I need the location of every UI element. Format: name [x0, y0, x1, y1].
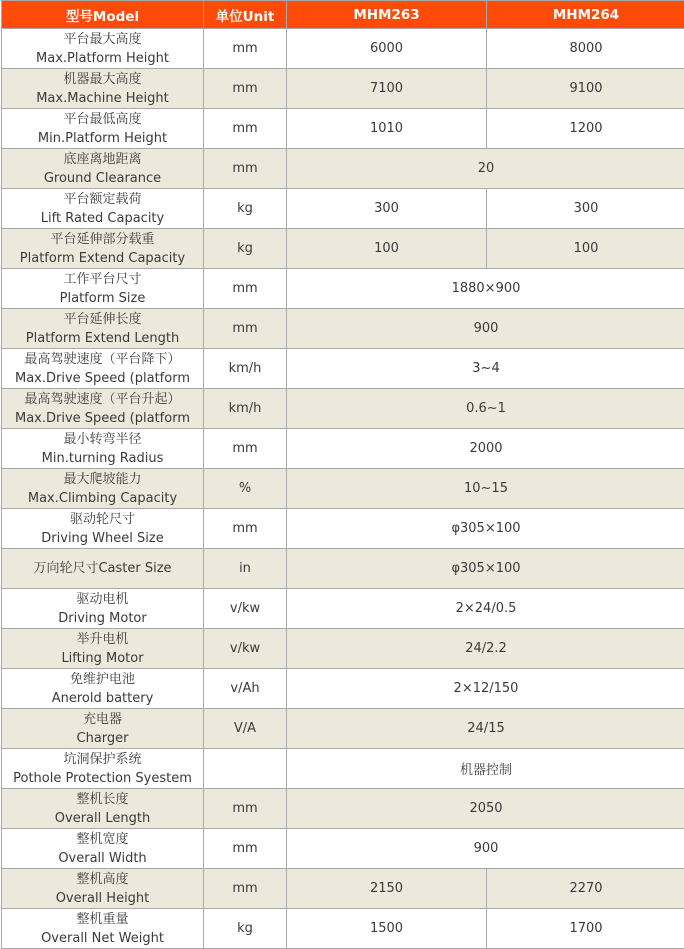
param-name-zh: 整机宽度	[76, 831, 129, 847]
table-row	[2, 149, 684, 189]
param-name-zh: 整机重量	[76, 911, 129, 927]
mhm264-value-cell: 1700	[487, 909, 684, 949]
header-mhm263: MHM263	[287, 1, 487, 29]
unit-cell: kg	[204, 189, 287, 229]
param-name-en: Overall Width	[58, 850, 147, 866]
unit-cell: v/kw	[204, 629, 287, 669]
shared-value-cell: 3~4	[287, 349, 684, 389]
param-name-en: Charger	[76, 730, 129, 746]
param-name-zh: 最高驾驶速度（平台升起）	[24, 391, 181, 407]
table-row	[2, 709, 684, 749]
shared-value-cell: 20	[287, 149, 684, 189]
param-cell	[2, 469, 204, 509]
shared-value-cell: 900	[287, 829, 684, 869]
param-cell	[2, 669, 204, 709]
header-unit: 单位Unit	[204, 1, 287, 29]
param-cell	[2, 629, 204, 669]
param-name-en: Min.turning Radius	[41, 450, 164, 466]
table-row	[2, 269, 684, 309]
table-row	[2, 669, 684, 709]
param-name-zh: 免维护电池	[69, 671, 135, 687]
shared-value-cell: 24/2.2	[287, 629, 684, 669]
param-name-zh: 机器最大高度	[63, 71, 142, 87]
param-name-zh: 整机长度	[76, 791, 129, 807]
shared-value-cell: 900	[287, 309, 684, 349]
mhm263-value-cell: 300	[287, 189, 487, 229]
table-row	[2, 349, 684, 389]
unit-cell: mm	[204, 109, 287, 149]
param-name-en: Max.Climbing Capacity	[27, 490, 178, 506]
shared-value-cell: 2×24/0.5	[287, 589, 684, 629]
table-row	[2, 549, 684, 589]
param-cell	[2, 429, 204, 469]
param-name-zh: 坑洞保护系统	[63, 751, 142, 767]
param-cell	[2, 229, 204, 269]
param-cell	[2, 349, 204, 389]
param-name-zh: 充电器	[82, 711, 122, 727]
table-row	[2, 29, 684, 69]
param-cell	[2, 269, 204, 309]
header-row	[2, 1, 684, 29]
shared-value-cell: 2×12/150	[287, 669, 684, 709]
param-name-zh: 驱动电机	[76, 591, 129, 607]
shared-value-cell: φ305×100	[287, 549, 684, 589]
param-cell	[2, 789, 204, 829]
unit-cell: km/h	[204, 349, 287, 389]
param-name-en: Lift Rated Capacity	[40, 210, 165, 226]
mhm263-value-cell: 1010	[287, 109, 487, 149]
param-name-zh: 平台延伸长度	[63, 311, 142, 327]
unit-cell: kg	[204, 229, 287, 269]
param-cell	[2, 829, 204, 869]
header-mhm264: MHM264	[487, 1, 684, 29]
table-row	[2, 429, 684, 469]
unit-cell: mm	[204, 829, 287, 869]
unit-cell: in	[204, 549, 287, 589]
unit-cell: mm	[204, 509, 287, 549]
param-name-en: Overall Height	[55, 890, 150, 906]
param-name-zh: 底座离地距离	[63, 151, 142, 167]
unit-cell: v/kw	[204, 589, 287, 629]
mhm264-value-cell: 9100	[487, 69, 684, 109]
param-name-en: Min.Platform Height	[37, 130, 168, 146]
unit-cell: mm	[204, 29, 287, 69]
table-row	[2, 389, 684, 429]
header-model: 型号Model	[2, 1, 204, 29]
unit-cell	[204, 749, 287, 789]
param-name-en: Anerold battery	[51, 690, 154, 706]
param-name-en: Driving Wheel Size	[41, 530, 164, 546]
table-row	[2, 869, 684, 909]
unit-cell: kg	[204, 909, 287, 949]
table-row	[2, 229, 684, 269]
param-cell	[2, 109, 204, 149]
param-name-zh: 平台额定载荷	[63, 191, 142, 207]
mhm263-value-cell: 6000	[287, 29, 487, 69]
table-row	[2, 829, 684, 869]
param-cell	[2, 149, 204, 189]
param-cell	[2, 709, 204, 749]
unit-cell: km/h	[204, 389, 287, 429]
param-cell	[2, 589, 204, 629]
param-cell	[2, 869, 204, 909]
param-cell	[2, 909, 204, 949]
param-name-en: Platform Extend Length	[25, 330, 180, 346]
shared-value-cell: φ305×100	[287, 509, 684, 549]
unit-cell: V/A	[204, 709, 287, 749]
unit-cell: mm	[204, 149, 287, 189]
mhm264-value-cell: 2270	[487, 869, 684, 909]
table-row	[2, 69, 684, 109]
param-name-en: Max.Drive Speed (platform	[15, 370, 190, 386]
table-row	[2, 109, 684, 149]
param-name-en: Driving Motor	[58, 610, 147, 626]
mhm263-value-cell: 100	[287, 229, 487, 269]
unit-cell: mm	[204, 789, 287, 829]
unit-cell: mm	[204, 429, 287, 469]
shared-value-cell: 0.6~1	[287, 389, 684, 429]
param-name-en: Platform Extend Capacity	[19, 250, 186, 266]
table-header	[2, 1, 684, 29]
param-name-zh: 整机高度	[76, 871, 129, 887]
table-row	[2, 909, 684, 949]
param-name-en: Overall Net Weight	[41, 930, 164, 946]
table-row	[2, 309, 684, 349]
param-cell	[2, 29, 204, 69]
table-row	[2, 629, 684, 669]
param-cell	[2, 389, 204, 429]
param-cell	[2, 309, 204, 349]
table-row	[2, 189, 684, 229]
param-name-en: Lifting Motor	[61, 650, 144, 666]
table-row	[2, 589, 684, 629]
mhm263-value-cell: 2150	[287, 869, 487, 909]
table-row	[2, 509, 684, 549]
param-name-zh: 举升电机	[76, 631, 129, 647]
param-name-zh: 工作平台尺寸	[63, 271, 142, 287]
param-name-en: Overall Length	[54, 810, 151, 826]
shared-value-cell: 机器控制	[287, 749, 684, 789]
mhm264-value-cell: 300	[487, 189, 684, 229]
table-body	[2, 29, 684, 949]
param-name-zh: 最大爬坡能力	[63, 471, 142, 487]
param-name-en: Max.Machine Height	[36, 90, 169, 106]
param-cell	[2, 69, 204, 109]
shared-value-cell: 10~15	[287, 469, 684, 509]
table-row	[2, 789, 684, 829]
param-name-zh: 最小转弯半径	[63, 431, 142, 447]
mhm263-value-cell: 7100	[287, 69, 487, 109]
mhm263-value-cell: 1500	[287, 909, 487, 949]
param-name: 万向轮尺寸Caster Size	[2, 549, 204, 589]
table-row	[2, 749, 684, 789]
shared-value-cell: 1880×900	[287, 269, 684, 309]
unit-cell: v/Ah	[204, 669, 287, 709]
param-name-zh: 最高驾驶速度（平台降下）	[24, 351, 181, 367]
unit-cell: mm	[204, 69, 287, 109]
table-row	[2, 469, 684, 509]
param-cell	[2, 509, 204, 549]
unit-cell: %	[204, 469, 287, 509]
shared-value-cell: 2000	[287, 429, 684, 469]
shared-value-cell: 24/15	[287, 709, 684, 749]
param-name-en: Ground Clearance	[43, 170, 162, 186]
param-name-zh: 平台延伸部分载重	[50, 231, 155, 247]
mhm264-value-cell: 100	[487, 229, 684, 269]
spec-table	[1, 0, 684, 949]
mhm264-value-cell: 8000	[487, 29, 684, 69]
shared-value-cell: 2050	[287, 789, 684, 829]
param-name-zh: 驱动轮尺寸	[69, 511, 135, 527]
param-name-en: Max.Platform Height	[36, 50, 169, 66]
unit-cell: mm	[204, 269, 287, 309]
param-name-zh: 平台最大高度	[63, 31, 142, 47]
param-cell	[2, 189, 204, 229]
param-name-en: Max.Drive Speed (platform	[15, 410, 190, 426]
param-name-zh: 平台最低高度	[63, 111, 142, 127]
unit-cell: mm	[204, 309, 287, 349]
unit-cell: mm	[204, 869, 287, 909]
param-name-en: Pothole Protection Syestem	[13, 770, 192, 786]
param-name-en: Platform Size	[59, 290, 146, 306]
mhm264-value-cell: 1200	[487, 109, 684, 149]
param-cell	[2, 749, 204, 789]
